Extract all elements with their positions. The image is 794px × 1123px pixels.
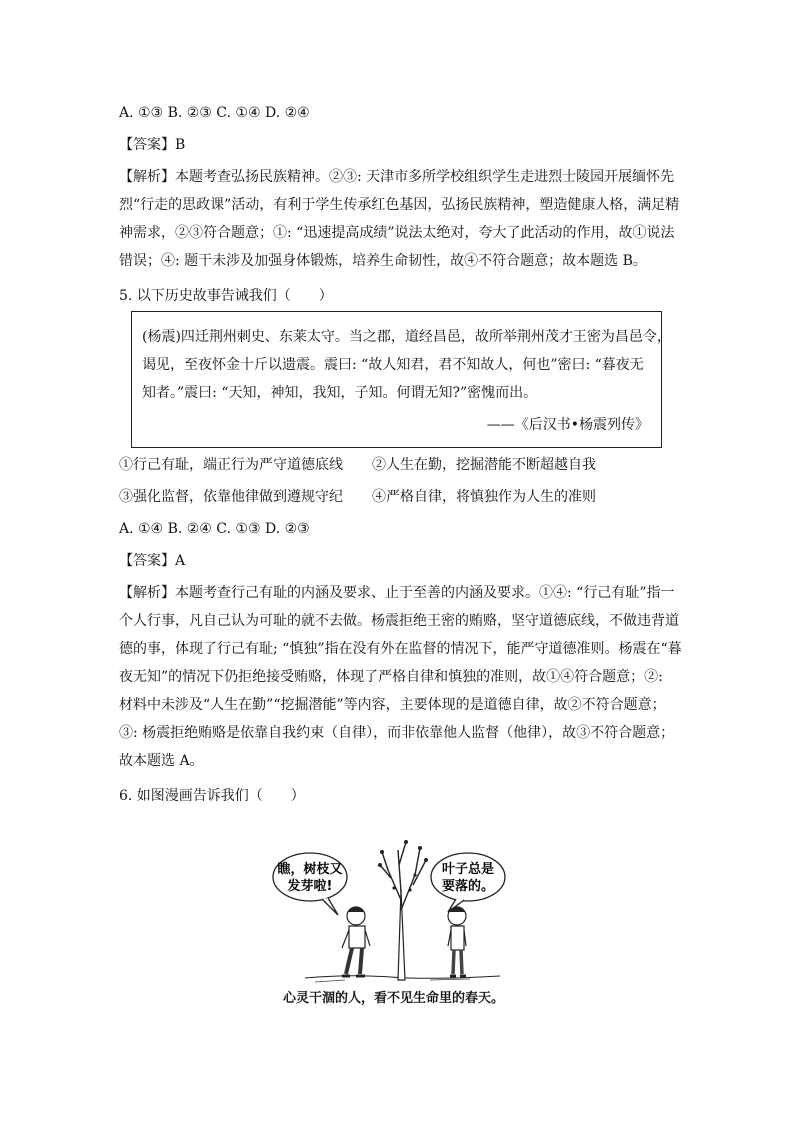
bubble-right-line: 要落的。 bbox=[441, 879, 495, 894]
comic-caption: 心灵干涸的人，看不见生命里的春天。 bbox=[283, 991, 505, 1006]
q5-stem: 5. 以下历史故事告诫我们（ ） bbox=[119, 288, 333, 304]
quote-source: ——《后汉书•杨震列传》 bbox=[486, 417, 649, 433]
q5-analysis-line: 故本题选 A。 bbox=[119, 753, 204, 769]
bubble-left-line: 发芽啦! bbox=[287, 879, 333, 894]
q5-answer: 【答案】A bbox=[119, 553, 186, 569]
q5-choice: ②人生在勤，挖掘潜能不断超越自我 bbox=[372, 457, 596, 473]
q5-choice: ③强化监督，依靠他律做到遵规守纪 bbox=[119, 489, 343, 505]
comic-illustration bbox=[270, 830, 530, 1010]
q4-options: A. ①③ B. ②③ C. ①④ D. ②④ bbox=[119, 105, 310, 121]
bubble-right-line: 叶子总是 bbox=[441, 862, 495, 877]
quote-line: 谒见，至夜怀金十斤以遗震。震曰: “故人知君，君不知故人，何也”密曰: “暮夜无 bbox=[142, 357, 644, 373]
q5-analysis-line: 德的事，体现了行己有耻; “慎独”指在没有外在监督的情况下，能严守道德准则。杨震在“暮 bbox=[119, 641, 682, 657]
q5-choice: ④严格自律，将慎独作为人生的准则 bbox=[372, 489, 596, 505]
q5-choice: ①行己有耻，端正行为严守道德底线 bbox=[119, 457, 343, 473]
q5-options: A. ①④ B. ②④ C. ①③ D. ②③ bbox=[119, 521, 310, 537]
quote-line: 知者。”震曰: “天知，神知，我知，子知。何谓无知?”密愧而出。 bbox=[142, 385, 538, 401]
q5-analysis-line: 材料中未涉及“人生在勤”“挖掘潜能”等内容，主要体现的是道德自律，故②不符合题意； bbox=[119, 697, 666, 713]
quote-box bbox=[131, 311, 671, 448]
bubble-left-line: 瞧，树枝又 bbox=[277, 862, 343, 877]
q5-analysis-line: ③: 杨震拒绝贿赂是依靠自我约束（自律），而非依靠他人监督（他律），故③不符合题意； bbox=[119, 725, 675, 741]
q4-analysis-line: 错误；④: 题干未涉及加强身体锻炼，培养生命韧性，故④不符合题意；故本题选 B。 bbox=[119, 253, 647, 269]
quote-line: (杨震)四迁荆州刺史、东莱太守。当之郡，道经昌邑，故所举荆州茂才王密为昌邑令， bbox=[142, 329, 671, 345]
q4-analysis-line: 【解析】本题考查弘扬民族精神。②③: 天津市多所学校组织学生走进烈士陵园开展缅怀先 bbox=[119, 169, 675, 185]
q5-analysis-line: 夜无知”的情况下仍拒绝接受贿赂，体现了严格自律和慎独的准则，故①④符合题意；②: bbox=[119, 669, 663, 685]
q4-analysis-line: 神需求，②③符合题意；①: “迅速提高成绩”说法太绝对，夸大了此活动的作用，故①说法 bbox=[119, 225, 675, 241]
q4-analysis-line: 烈“行走的思政课”活动，有利于学生传承红色基因，弘扬民族精神，塑造健康人格，满足精 bbox=[119, 197, 680, 213]
q4-answer: 【答案】B bbox=[119, 137, 186, 153]
q5-analysis-line: 【解析】本题考查行己有耻的内涵及要求、止于至善的内涵及要求。①④: “行己有耻”指一 bbox=[119, 585, 675, 601]
q5-analysis-line: 个人行事，凡自己认为可耻的就不去做。杨震拒绝王密的贿赂，坚守道德底线，不做违背道 bbox=[119, 613, 679, 629]
q6-stem: 6. 如图漫画告诉我们（ ） bbox=[119, 788, 305, 804]
